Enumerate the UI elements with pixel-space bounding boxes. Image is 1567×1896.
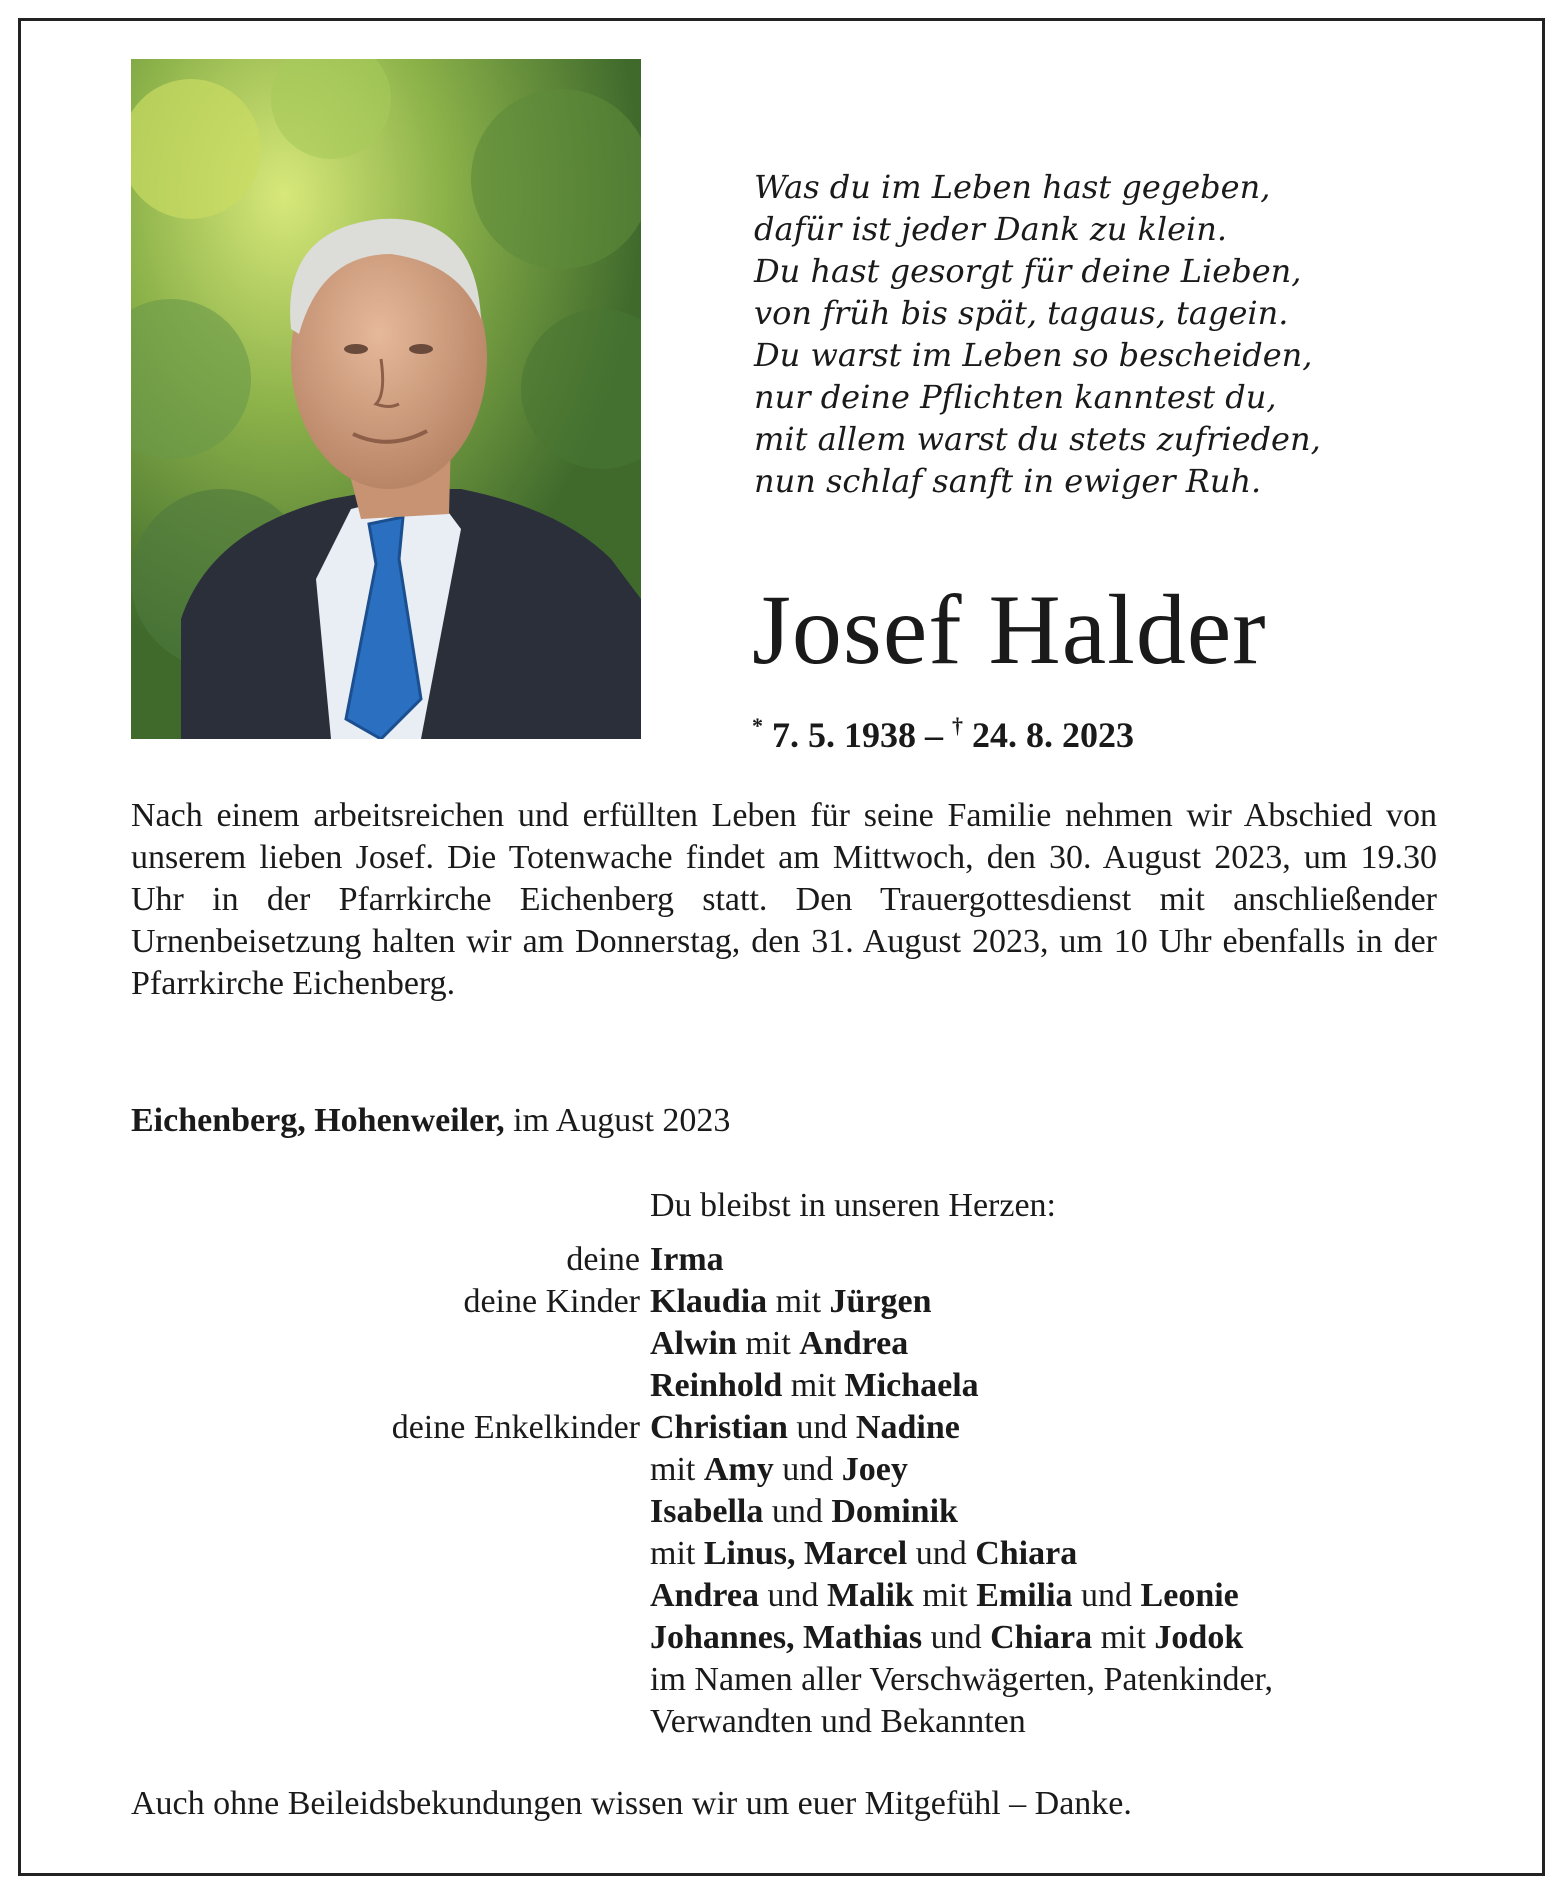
family-member-name: Andrea xyxy=(799,1325,909,1362)
family-connector: und xyxy=(758,1577,827,1614)
family-members xyxy=(650,1281,932,1323)
family-member-name: Emilia xyxy=(976,1577,1073,1614)
birth-symbol: * xyxy=(752,713,763,738)
poem-line: Du hast gesorgt für deine Lieben, xyxy=(754,252,1302,290)
family-row xyxy=(0,1533,1567,1575)
family-member-name: Jodok xyxy=(1154,1619,1244,1656)
family-member-name: Leonie xyxy=(1140,1577,1239,1614)
family-connector: und xyxy=(763,1493,832,1530)
hearts-heading: Du bleibst in unseren Herzen: xyxy=(650,1187,1056,1224)
poem-line: von früh bis spät, tagaus, tagein. xyxy=(754,294,1289,332)
announcement-text: Nach einem arbeitsreichen und erfüllten Leben für seine Familie nehmen wir Abschied von unserem lieben Josef. Die Totenwache findet am Mittwoch, den 30. August 2023, um 19.30 Uhr in der Pfarrkirche Eichenberg statt. Den Trauergottesdienst mit anschließender Urnenbeisetzung halten wir am Donnerstag, den 31. August 2023, um 10 Uhr ebenfalls in der Pfarrkirche Eichenberg. xyxy=(131,797,1437,1002)
family-members xyxy=(650,1407,960,1449)
family-connector: und xyxy=(787,1409,856,1446)
family-row xyxy=(0,1449,1567,1491)
death-symbol: † xyxy=(952,713,963,738)
family-row xyxy=(0,1491,1567,1533)
family-members xyxy=(650,1323,908,1365)
family-connector: mit xyxy=(913,1577,977,1614)
family-members xyxy=(650,1617,1243,1659)
family-member-name: Amy xyxy=(703,1451,774,1488)
poem-line: nur deine Pflichten kanntest du, xyxy=(754,378,1277,416)
deceased-name: Josef Halder xyxy=(752,574,1267,685)
family-connector: mit xyxy=(767,1283,830,1320)
family-members xyxy=(650,1491,958,1533)
portrait-photo xyxy=(131,59,641,739)
family-member-name: Chiara xyxy=(990,1619,1093,1656)
family-member-name: Klaudia xyxy=(650,1283,768,1320)
date-dash: – xyxy=(925,715,943,755)
family-member-name: Alwin xyxy=(650,1325,737,1362)
family-members xyxy=(650,1575,1239,1617)
family-member-name: Chiara xyxy=(975,1535,1078,1572)
death-date: 24. 8. 2023 xyxy=(972,715,1134,755)
poem-line: nun schlaf sanft in ewiger Ruh. xyxy=(754,462,1262,500)
family-connector: mit xyxy=(650,1451,704,1488)
family-connector: im Namen aller Verschwägerten, Patenkinder, xyxy=(650,1661,1274,1698)
family-connector: und xyxy=(922,1619,991,1656)
family-row xyxy=(0,1323,1567,1365)
family-relation-label: deine Enkelkinder xyxy=(391,1409,640,1446)
family-members xyxy=(650,1701,1026,1743)
family-members xyxy=(650,1659,1273,1701)
family-member-name: Linus, Marcel xyxy=(703,1535,908,1572)
family-connector: mit xyxy=(1092,1619,1155,1656)
family-row xyxy=(0,1617,1567,1659)
family-members xyxy=(650,1449,908,1491)
family-members xyxy=(650,1239,724,1281)
family-member-name: Jürgen xyxy=(829,1283,932,1320)
family-connector: Verwandten und Bekannten xyxy=(650,1703,1026,1740)
family-list xyxy=(0,1239,1567,1743)
life-dates xyxy=(752,705,1134,756)
family-member-name: Christian xyxy=(650,1409,788,1446)
poem-line: mit allem warst du stets zufrieden, xyxy=(754,420,1321,458)
family-connector: mit xyxy=(736,1325,800,1362)
family-member-name: Michaela xyxy=(844,1367,979,1404)
family-row xyxy=(0,1701,1567,1743)
family-connector: mit xyxy=(650,1535,704,1572)
family-member-name: Johannes, Mathias xyxy=(650,1619,923,1656)
family-member-name: Irma xyxy=(650,1241,724,1278)
poem-line: dafür ist jeder Dank zu klein. xyxy=(754,210,1228,248)
place-and-date xyxy=(131,1100,730,1142)
family-row xyxy=(0,1281,1567,1323)
poem-line: Du warst im Leben so bescheiden, xyxy=(754,336,1313,374)
birth-date: 7. 5. 1938 xyxy=(772,715,916,755)
family-row xyxy=(0,1659,1567,1701)
family-member-name: Dominik xyxy=(831,1493,958,1530)
family-row xyxy=(0,1365,1567,1407)
family-members xyxy=(650,1365,979,1407)
place-month: im August 2023 xyxy=(504,1102,731,1139)
family-member-name: Andrea xyxy=(650,1577,759,1614)
poem-line: Was du im Leben hast gegeben, xyxy=(754,168,1271,206)
family-row xyxy=(0,1575,1567,1617)
family-row xyxy=(0,1239,1567,1281)
family-connector: mit xyxy=(782,1367,845,1404)
family-relation-label: deine Kinder xyxy=(463,1283,640,1320)
family-member-name: Reinhold xyxy=(650,1367,783,1404)
family-member-name: Nadine xyxy=(855,1409,960,1446)
family-member-name: Isabella xyxy=(650,1493,764,1530)
poem xyxy=(754,166,1474,502)
family-connector: und xyxy=(1072,1577,1141,1614)
place-names: Eichenberg, Hohenweiler, xyxy=(131,1102,505,1139)
family-row xyxy=(0,1407,1567,1449)
family-connector: und xyxy=(907,1535,976,1572)
family-relation-label: deine xyxy=(566,1241,640,1278)
family-members xyxy=(650,1533,1077,1575)
family-member-name: Joey xyxy=(841,1451,908,1488)
closing-line: Auch ohne Beileidsbekundungen wissen wir um euer Mitgefühl – Danke. xyxy=(131,1785,1132,1822)
family-connector: und xyxy=(773,1451,842,1488)
family-member-name: Malik xyxy=(826,1577,914,1614)
